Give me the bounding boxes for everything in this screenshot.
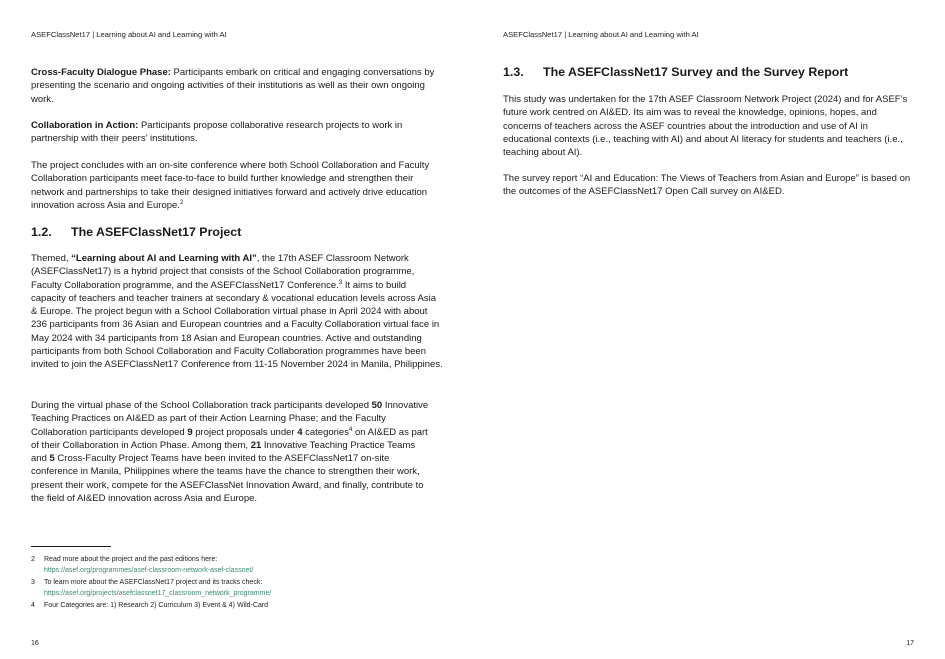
- right-page: [472, 0, 945, 659]
- footnote-link[interactable]: https://asef.org/projects/asefclassnet17_classroom_network_programme/: [44, 590, 272, 597]
- section-number: 1.2.: [31, 225, 52, 239]
- footnote-ref: 2: [179, 199, 184, 206]
- section-title: The ASEFClassNet17 Project: [71, 225, 242, 239]
- footnote-4: 4 Four Categories are: 1) Research 2) Curriculum 3) Event & 4) Wild-Card: [31, 602, 269, 609]
- running-header: ASEFClassNet17 | Learning about AI and Learning with AI: [503, 30, 699, 39]
- footnote-link[interactable]: https://asef.org/programmes/asef-classroom-network-asef-classnet/: [44, 567, 254, 574]
- footnote-2: 2 Read more about the project and the past editions here: https://asef.org/programmes/asef-classroom-network-asef-classnet/: [31, 554, 271, 576]
- survey-report-paragraph: The survey report “AI and Education: The Views of Teachers from Asian and Europe” is based on the outcomes of the ASEFClassNet17 Open Call survey on AI&ED.: [503, 173, 911, 198]
- collaboration-action-paragraph: Collaboration in Action: Participants propose collaborative research projects to work in partnership with their peers’ institutions.: [31, 120, 403, 145]
- running-header: ASEFClassNet17 | Learning about AI and Learning with AI: [31, 30, 227, 39]
- study-paragraph: This study was undertaken for the 17th ASEF Classroom Network Project (2024) and for ASEF’s future work centred on AI&ED. Its aim was to reveal the knowledge, opinions, hopes, and concerns of teachers across the ASEF countries about the introduction and use of AI in educational contexts (i.e., teaching with AI) and about AI literacy for students and teachers (i.e., teaching about AI).: [503, 94, 908, 159]
- conclusion-paragraph: The project concludes with an on-site conference where both School Collaboration and Faculty Collaboration participants meet face-to-face to build further knowledge and strengthen their network and partnerships to take their designed initiatives forward and actively drive education innovation across Asia and Europe.$^2$: [31, 160, 430, 211]
- cross-faculty-paragraph: Cross-Faculty Dialogue Phase: Participants embark on critical and engaging conversations by presenting the scenario and ongoing activities of their institutions as well as their own ongoing work.: [31, 67, 435, 105]
- cross-faculty-term: Cross-Faculty Dialogue Phase:: [31, 67, 171, 78]
- footnote-3: 3 To learn more about the ASEFClassNet17 project and its tracks check: https://asef.org/projects/asefclassnet17_classroom_network_programme/: [31, 579, 272, 597]
- footnote-ref: 4: [348, 426, 353, 433]
- left-page: [0, 0, 472, 659]
- footnotes: [31, 554, 271, 612]
- page-number: 16: [31, 640, 39, 647]
- collaboration-action-term: Collaboration in Action:: [31, 120, 139, 131]
- section-heading: [503, 65, 848, 79]
- footnote-ref: 3: [338, 279, 343, 286]
- page-number: 17: [906, 640, 914, 647]
- section-title: The ASEFClassNet17 Survey and the Survey Report: [543, 65, 849, 79]
- virtual-phase-paragraph: During the virtual phase of the School Collaboration track participants developed 50 Innovative Teaching Practices on AI&ED as part of their Action Learning Phase; and the Faculty Collaboration participants developed 9 project proposals under 4 categories$^4$ on AI&ED as part of their Collaboration in Action Phase. Among them, 21 Innovative Teaching Practice Teams and 5 Cross-Faculty Project Teams have been invited to the ASEFClassNet17 on-site conference in Manila, Philippines where the teams have the chance to strengthen their work, present their work, compete for the ASEFClassNet Innovation Award, and finally, contribute to the field of AI&ED innovation across Asia and Europe.: [31, 400, 429, 505]
- section-number: 1.3.: [503, 65, 524, 79]
- footnote-divider: [31, 546, 111, 547]
- section-heading: [31, 225, 241, 239]
- project-paragraph: Themed, “Learning about AI and Learning with AI”, the 17th ASEF Classroom Network (ASEFClassNet17) is a hybrid project that consists of the School Collaboration programme, Faculty Collaboration programme, and the ASEFClassNet17 Conference.$^3$ It aims to build capacity of teachers and teacher trainers at secondary & vocational education levels across Asia & Europe. The project begun with a School Collaboration virtual phase in April 2024 with about 236 participants from 36 Asian and European countries and a Faculty Collaboration virtual face in May 2024 with 34 participants from 18 Asian and European countries. Active and outstanding participants from both School Collaboration and Faculty Collaboration programmes have been invited to join the ASEFClassNet17 Conference from 11-15 November 2024 in Manila, Philippines.: [31, 253, 443, 371]
